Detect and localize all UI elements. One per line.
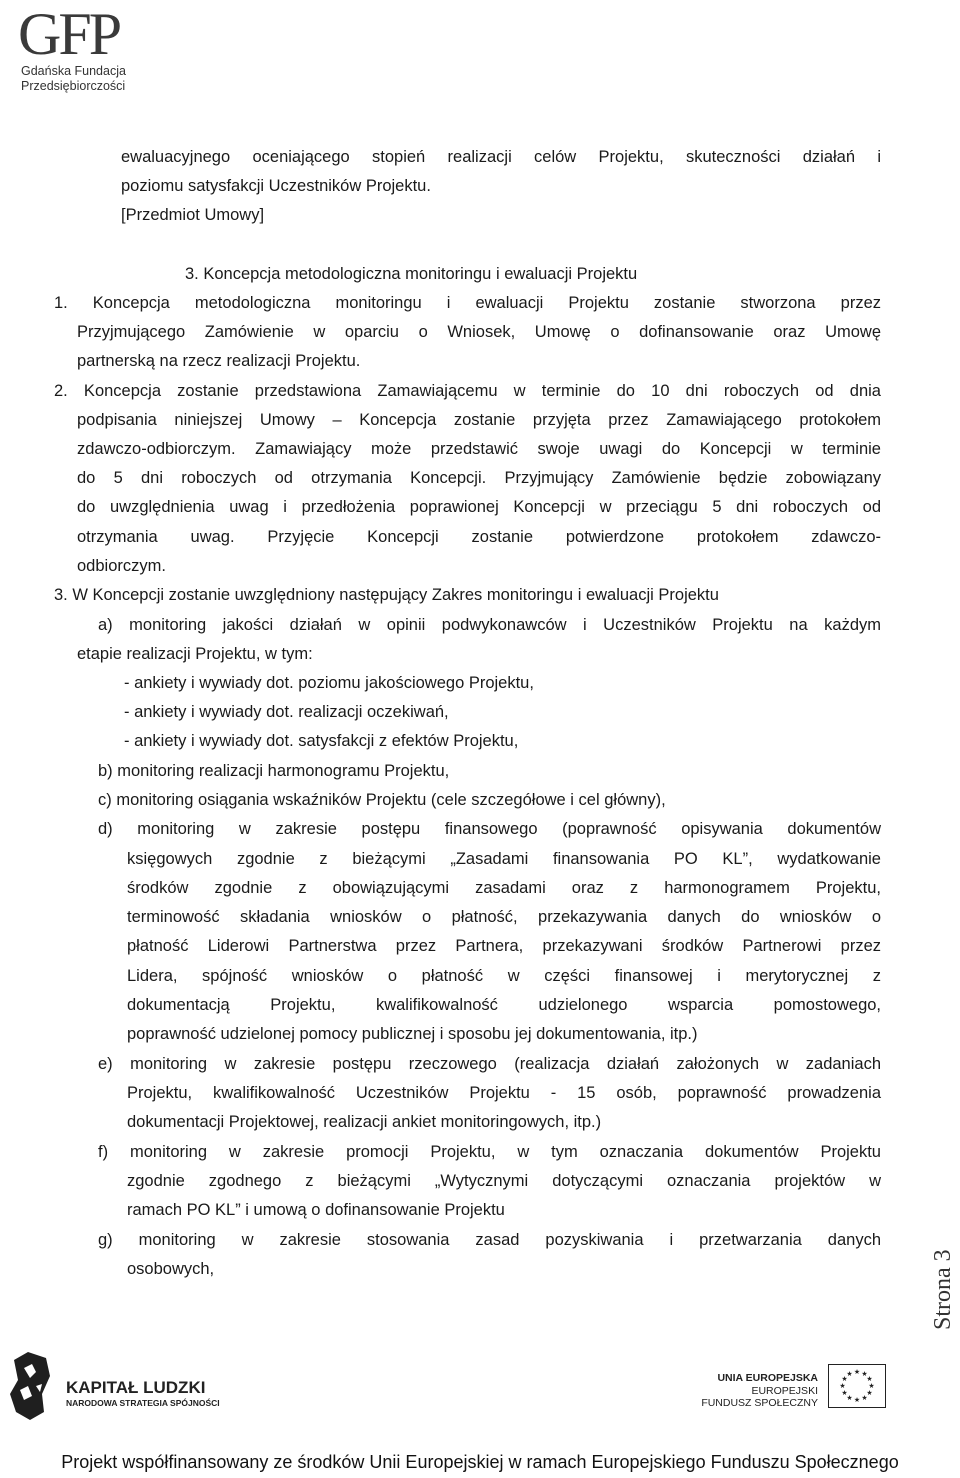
- list-item-g: g) monitoring w zakresie stosowania zasad pozyskiwania i przetwarzania danych: [98, 1231, 881, 1249]
- sub-list-item: - ankiety i wywiady dot. poziomu jakościowego Projektu,: [124, 674, 534, 692]
- body-line: Projektu, kwalifikowalność Uczestników Projektu - 15 osób, poprawność prowadzenia: [127, 1084, 881, 1102]
- body-line: Przyjmującego Zamówienie w oparciu o Wniosek, Umowę o dofinansowanie oraz Umowę: [77, 323, 881, 341]
- body-line: odbiorczym.: [77, 557, 166, 575]
- svg-text:★: ★: [839, 1382, 846, 1390]
- gfp-logo-subtitle-2: Przedsiębiorczości: [21, 79, 126, 93]
- body-line: księgowych zgodnie z bieżącymi „Zasadami finansowania PO KL”, wydatkowanie: [127, 850, 881, 868]
- svg-text:★: ★: [861, 1370, 868, 1378]
- body-line: 2. Koncepcja zostanie przedstawiona Zamawiającemu w terminie do 10 dni roboczych od dnia: [54, 382, 881, 400]
- body-line: do uwzględnienia uwag i przedłożenia poprawionej Koncepcji w przeciągu 5 dni roboczych od: [77, 498, 881, 516]
- list-item-e: e) monitoring w zakresie postępu rzeczowego (realizacja działań założonych w zadaniach: [98, 1055, 881, 1073]
- svg-text:★: ★: [841, 1389, 848, 1397]
- svg-text:★: ★: [841, 1375, 848, 1383]
- svg-text:★: ★: [866, 1389, 873, 1397]
- gfp-logo-letters: GFP: [18, 1, 120, 67]
- svg-text:★: ★: [846, 1394, 853, 1402]
- gfp-logo-subtitle-1: Gdańska Fundacja: [21, 64, 126, 78]
- body-line: do 5 dni roboczych od otrzymania Koncepcji. Przyjmujący Zamówienie będzie zobowiązany: [77, 469, 881, 487]
- body-line: otrzymania uwag. Przyjęcie Koncepcji zostanie potwierdzone protokołem zdawczo-: [77, 528, 881, 546]
- eu-logo: [690, 1362, 890, 1422]
- kapital-ludzki-logo: [6, 1350, 236, 1422]
- body-line: środków zgodnie z obowiązującymi zasadami oraz z harmonogramem Projektu,: [127, 879, 881, 897]
- svg-text:★: ★: [846, 1370, 853, 1378]
- body-line: poziomu satysfakcji Uczestników Projektu.: [121, 177, 431, 195]
- svg-text:★: ★: [861, 1394, 868, 1402]
- body-line: płatność Liderowi Partnerstwa przez Partnera, przekazywani środków Partnerowi przez: [127, 937, 881, 955]
- body-line: zdawczo-odbiorczym. Zamawiający może przedstawić swoje uwagi do Koncepcji w terminie: [77, 440, 881, 458]
- svg-text:★: ★: [868, 1382, 875, 1390]
- body-line: Lidera, spójność wniosków o płatność w części finansowej i merytorycznej z: [127, 967, 881, 985]
- body-line: poprawność udzielonej pomocy publicznej i sposobu jej dokumentowania, itp.): [127, 1025, 698, 1043]
- footer-cofinancing-note: Projekt współfinansowany ze środków Unii Europejskiej w ramach Europejskiego Funduszu Społecznego: [61, 1452, 899, 1472]
- list-item-c: c) monitoring osiągania wskaźników Projektu (cele szczegółowe i cel główny),: [98, 791, 666, 809]
- body-line: [Przedmiot Umowy]: [121, 206, 265, 224]
- kapital-ludzki-subtitle: NARODOWA STRATEGIA SPÓJNOŚCI: [66, 1398, 220, 1408]
- body-line: zgodnie zgodnego z bieżącymi „Wytycznymi dotyczącymi oznaczania projektów w: [127, 1172, 881, 1190]
- body-line: dokumentacji Projektowej, realizacji ankiet monitoringowych, itp.): [127, 1113, 602, 1131]
- body-line: etapie realizacji Projektu, w tym:: [77, 645, 313, 663]
- body-line: partnerską na rzecz realizacji Projektu.: [77, 352, 361, 370]
- gfp-logo: [18, 1, 128, 96]
- eu-logo-line-2: EUROPEJSKI: [751, 1385, 818, 1397]
- kapital-ludzki-emblem-icon: [6, 1350, 54, 1422]
- eu-flag-icon: [828, 1364, 886, 1408]
- body-line: osobowych,: [127, 1260, 215, 1278]
- page-number: Strona 3: [930, 1249, 956, 1330]
- body-line: terminowość składania wniosków o płatność, przekazywania danych do wniosków o: [127, 908, 881, 926]
- body-line: 3. W Koncepcji zostanie uwzględniony następujący Zakres monitoringu i ewaluacji Projektu: [54, 586, 719, 604]
- list-item-a: a) monitoring jakości działań w opinii podwykonawców i Uczestników Projektu na każdym: [98, 616, 881, 634]
- svg-text:★: ★: [866, 1375, 873, 1383]
- svg-text:★: ★: [853, 1396, 861, 1404]
- body-line: podpisania niniejszej Umowy – Koncepcja zostanie przyjęta przez Zamawiającego protokołem: [77, 411, 881, 429]
- kapital-ludzki-title: KAPITAŁ LUDZKI: [66, 1378, 206, 1397]
- body-line: dokumentacją Projektu, kwalifikowalność udzielonego wsparcia pomostowego,: [127, 996, 881, 1014]
- list-item-b: b) monitoring realizacji harmonogramu Projektu,: [98, 762, 450, 780]
- list-item-f: f) monitoring w zakresie promocji Projektu, w tym oznaczania dokumentów Projektu: [98, 1143, 881, 1161]
- eu-logo-line-3: FUNDUSZ SPOŁECZNY: [701, 1397, 818, 1409]
- body-line: ewaluacyjnego oceniającego stopień realizacji celów Projektu, skuteczności działań i: [121, 148, 881, 166]
- body-line: ramach PO KL” i umową o dofinansowanie Projektu: [127, 1201, 505, 1219]
- section-heading: 3. Koncepcja metodologiczna monitoringu i ewaluacji Projektu: [185, 265, 638, 283]
- body-line: 1. Koncepcja metodologiczna monitoringu i ewaluacji Projektu zostanie stworzona przez: [54, 294, 881, 312]
- svg-text:★: ★: [853, 1368, 861, 1376]
- list-item-d: d) monitoring w zakresie postępu finansowego (poprawność opisywania dokumentów: [98, 820, 881, 838]
- sub-list-item: - ankiety i wywiady dot. satysfakcji z efektów Projektu,: [124, 732, 519, 750]
- sub-list-item: - ankiety i wywiady dot. realizacji oczekiwań,: [124, 703, 449, 721]
- eu-logo-line-1: UNIA EUROPEJSKA: [717, 1372, 818, 1384]
